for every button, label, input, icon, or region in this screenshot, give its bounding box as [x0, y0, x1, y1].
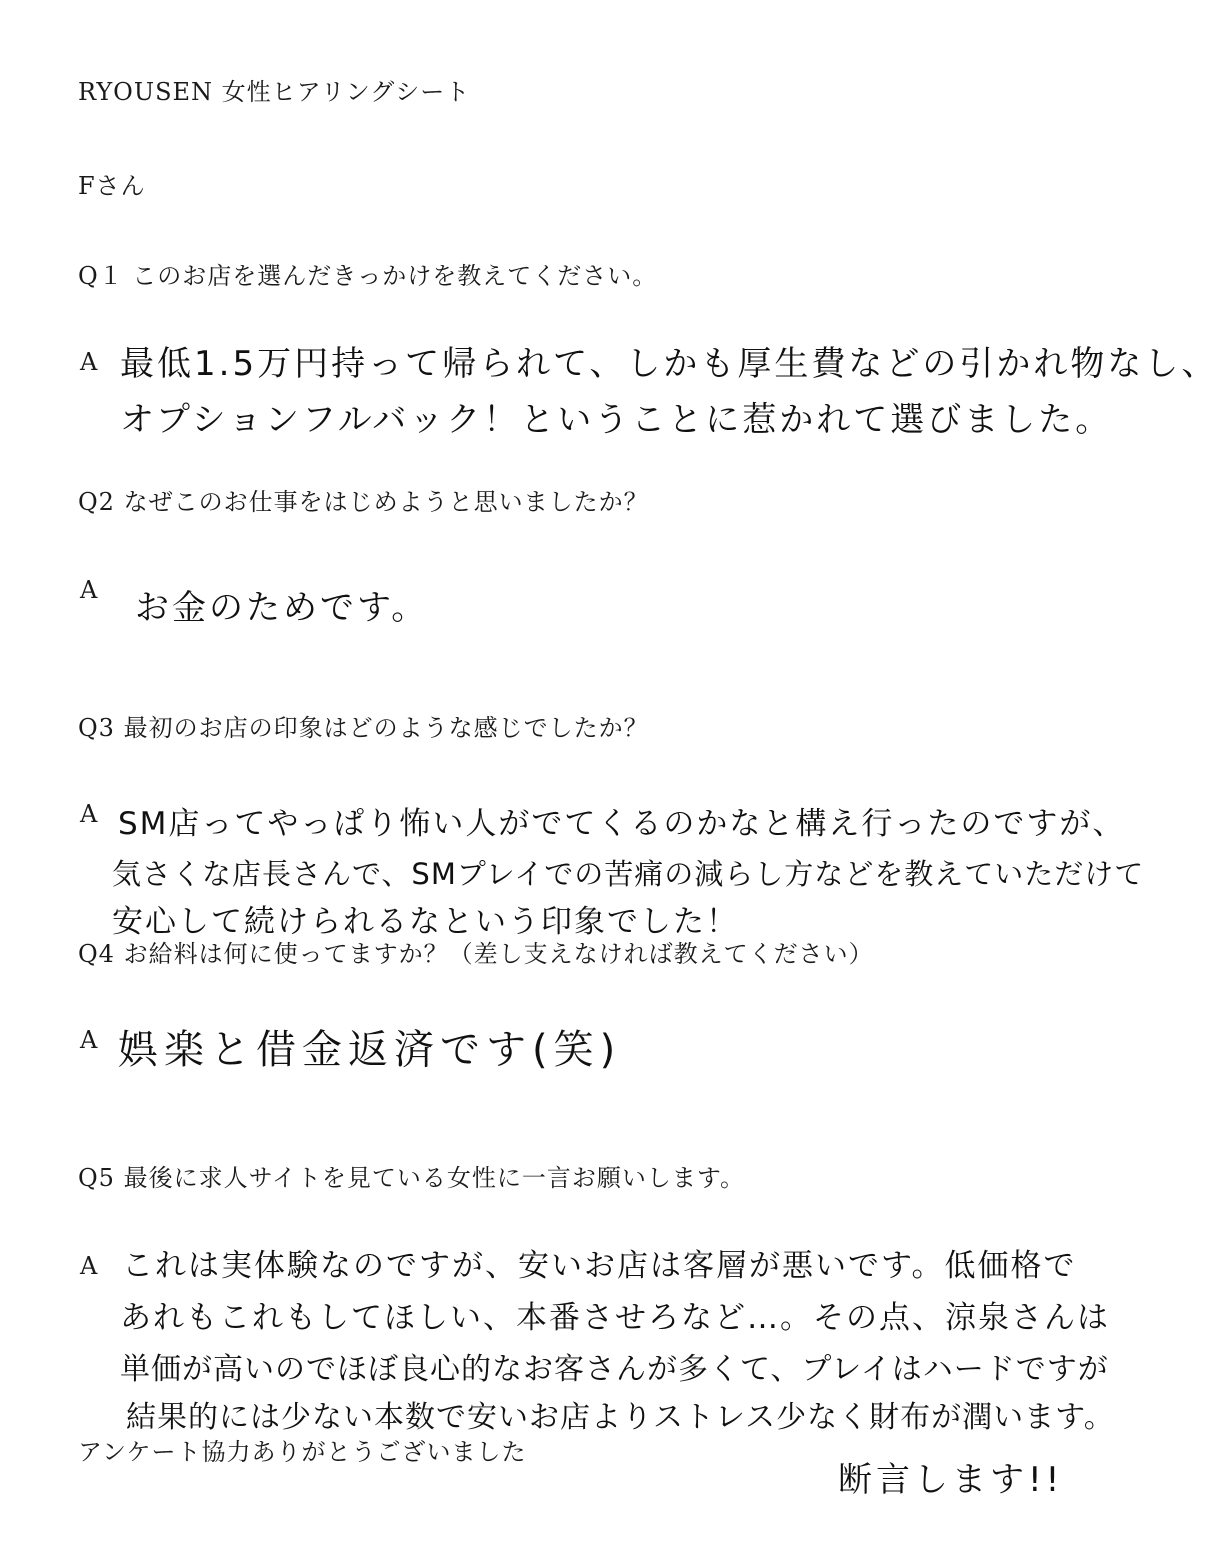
answer-4-line-1: 娯楽と借金返済です(笑)	[118, 1027, 622, 1073]
answer-5-line-4: 結果的には少ない本数で安いお店よりストレス少なく財布が潤います。	[126, 1400, 1115, 1435]
answer-5-line-2: あれもこれもしてほしい、本番させろなど…。その点、涼泉さんは	[120, 1300, 1110, 1336]
answer-3-line-1: SM店ってやっぱり怖い人がでてくるのかなと構え行ったのですが、	[118, 806, 1126, 842]
answer-4-marker: A	[80, 1026, 98, 1054]
question-4: Q4 お給料は何に使ってますか？（差し支えなければ教えてください）	[78, 940, 874, 968]
question-3: Q3 最初のお店の印象はどのような感じでしたか？	[78, 714, 649, 742]
answer-2-marker: A	[80, 576, 98, 604]
answer-5-line-3: 単価が高いのでほぼ良心的なお客さんが多くて、プレイはハードですが	[120, 1352, 1109, 1387]
sheet-title: RYOUSEN 女性ヒアリングシート	[78, 78, 471, 106]
question-5: Q5 最後に求人サイトを見ている女性に一言お願いします。	[78, 1164, 745, 1192]
answer-1-line-2: オプションフルバック！ということに惹かれて選びました。	[120, 400, 1113, 440]
answer-3-line-3: 安心して続けられるなという印象でした！	[112, 904, 739, 940]
answer-1-marker: A	[80, 348, 98, 376]
answer-3-line-2: 気さくな店長さんで、SMプレイでの苦痛の減らし方などを教えていただけて	[112, 857, 1145, 891]
question-2: Q2 なぜこのお仕事をはじめようと思いましたか？	[78, 488, 649, 516]
closing-note: アンケート協力ありがとうございました	[78, 1438, 527, 1466]
answer-5-line-1: これは実体験なのですが、安いお店は客層が悪いです。低価格で	[122, 1248, 1077, 1284]
respondent-name: Fさん	[78, 172, 146, 200]
question-1: Q１ このお店を選んだきっかけを教えてください。	[78, 262, 658, 290]
answer-5-marker: A	[80, 1252, 98, 1280]
answer-5-line-5: 断言します!!	[838, 1460, 1064, 1500]
answer-1-line-1: 最低1.5万円持って帰られて、しかも厚生費などの引かれ物なし、	[120, 344, 1219, 384]
answer-3-marker: A	[80, 800, 98, 828]
answer-2-line-1: お金のためです。	[135, 588, 429, 628]
